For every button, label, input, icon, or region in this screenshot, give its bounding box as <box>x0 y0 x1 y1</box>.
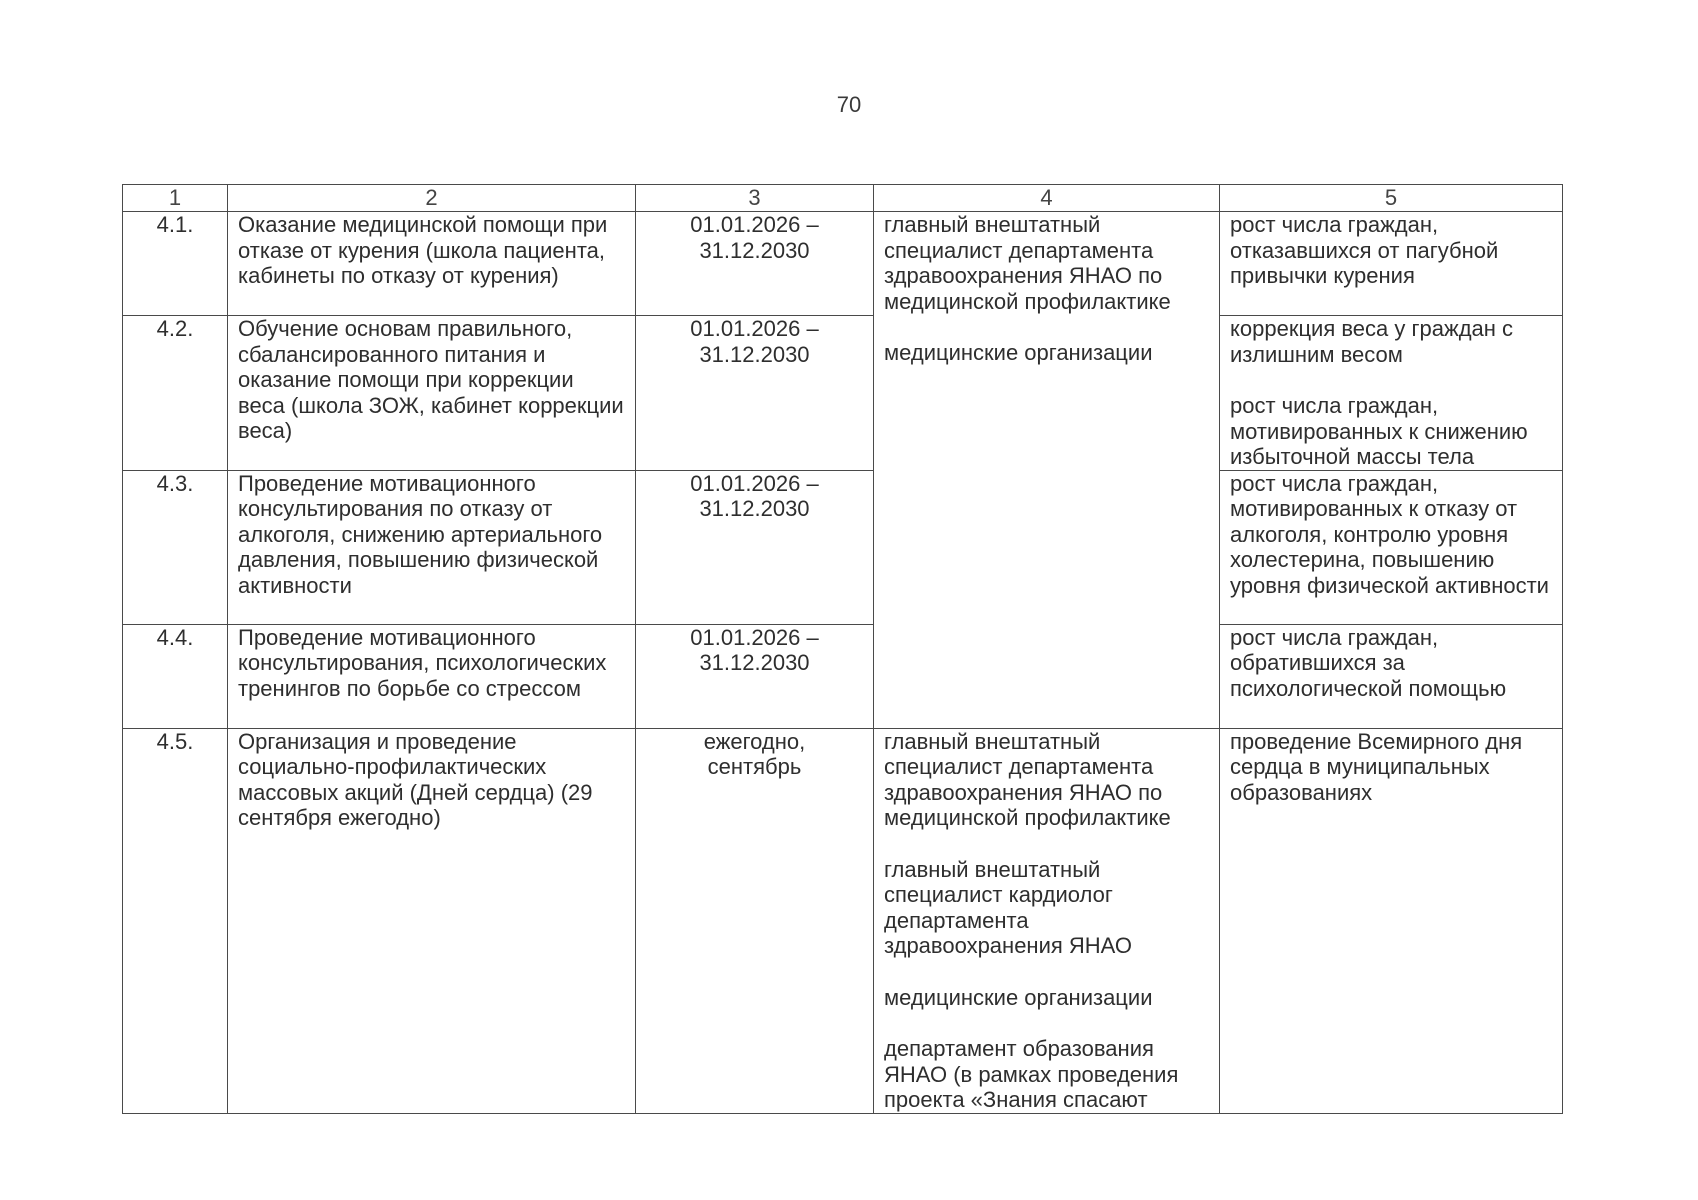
row-number: 4.3. <box>123 470 228 624</box>
period-cell <box>636 470 874 624</box>
result-cell <box>1220 316 1563 471</box>
result-item: рост числа граждан, мотивированных к отказу от алкоголя, контролю уровня холестерина, повышению уровня физической активности <box>1230 470 1549 598</box>
page-number: 70 <box>836 92 862 117</box>
result-cell <box>1220 728 1563 1113</box>
table-row <box>123 470 1563 624</box>
executor-item: медицинские организации <box>884 340 1153 365</box>
table-header-row <box>123 185 1563 212</box>
result-cell <box>1220 624 1563 728</box>
table-row <box>123 728 1563 1113</box>
measure-cell: Обучение основам правильного, сбалансированного питания и оказание помощи при коррекции веса (школа ЗОЖ, кабинет коррекции веса) <box>228 316 636 471</box>
header-cell-5: 5 <box>1220 185 1563 212</box>
period-cell <box>636 212 874 316</box>
table-row <box>123 212 1563 316</box>
period-end: сентябрь <box>707 754 802 779</box>
period-cell <box>636 316 874 471</box>
executor-item: главный внештатный специалист департамента здравоохранения ЯНАО по медицинской профилактике <box>884 728 1171 830</box>
period-end: 31.12.2030 <box>699 496 810 521</box>
period-end: 31.12.2030 <box>699 650 810 675</box>
period-end: 31.12.2030 <box>699 237 810 263</box>
header-cell-2: 2 <box>228 185 636 212</box>
period-end: 31.12.2030 <box>699 341 810 367</box>
executor-item: главный внештатный специалист кардиолог департамента здравоохранения ЯНАО <box>884 856 1132 958</box>
executors-cell-merged <box>874 212 1220 729</box>
period-start: ежегодно, <box>703 728 806 754</box>
header-cell-3: 3 <box>636 185 874 212</box>
table-row <box>123 316 1563 471</box>
measures-table <box>122 184 1563 1114</box>
executor-item: медицинские организации <box>884 984 1153 1010</box>
result-item: рост числа граждан, мотивированных к снижению избыточной массы тела <box>1230 393 1528 469</box>
executors-cell <box>874 728 1220 1113</box>
period-start: 01.01.2026 – <box>690 316 819 341</box>
period-start: 01.01.2026 – <box>690 212 819 237</box>
row-number: 4.2. <box>123 316 228 471</box>
row-number: 4.5. <box>123 728 228 1113</box>
measure-cell: Проведение мотивационного консультирования по отказу от алкоголя, снижению артериального давления, повышению физической активности <box>228 470 636 624</box>
row-number: 4.1. <box>123 212 228 316</box>
measure-cell: Оказание медицинской помощи при отказе от курения (школа пациента, кабинеты по отказу от курения) <box>228 212 636 316</box>
header-cell-1: 1 <box>123 185 228 212</box>
period-cell <box>636 624 874 728</box>
header-cell-4: 4 <box>874 185 1220 212</box>
period-cell <box>636 728 874 1113</box>
table-row <box>123 624 1563 728</box>
measure-cell: Организация и проведение социально-профилактических массовых акций (Дней сердца) (29 сентября ежегодно) <box>228 728 636 1113</box>
result-cell <box>1220 470 1563 624</box>
period-start: 01.01.2026 – <box>690 470 819 496</box>
result-cell <box>1220 212 1563 316</box>
executor-item: главный внештатный специалист департамента здравоохранения ЯНАО по медицинской профилактике <box>884 212 1171 314</box>
row-number: 4.4. <box>123 624 228 728</box>
measures-table-container <box>122 184 1562 1114</box>
result-item: рост числа граждан, обратившихся за психологической помощью <box>1230 624 1507 701</box>
period-start: 01.01.2026 – <box>690 624 819 650</box>
result-item: коррекция веса у граждан с излишним весом <box>1230 316 1514 367</box>
executor-item: департамент образования ЯНАО (в рамках проведения проекта «Знания спасают <box>884 1036 1179 1112</box>
measure-cell: Проведение мотивационного консультирования, психологических тренингов по борьбе со стрессом <box>228 624 636 728</box>
result-item: проведение Всемирного дня сердца в муниципальных образованиях <box>1230 728 1523 805</box>
result-item: рост числа граждан, отказавшихся от пагубной привычки курения <box>1230 212 1499 288</box>
